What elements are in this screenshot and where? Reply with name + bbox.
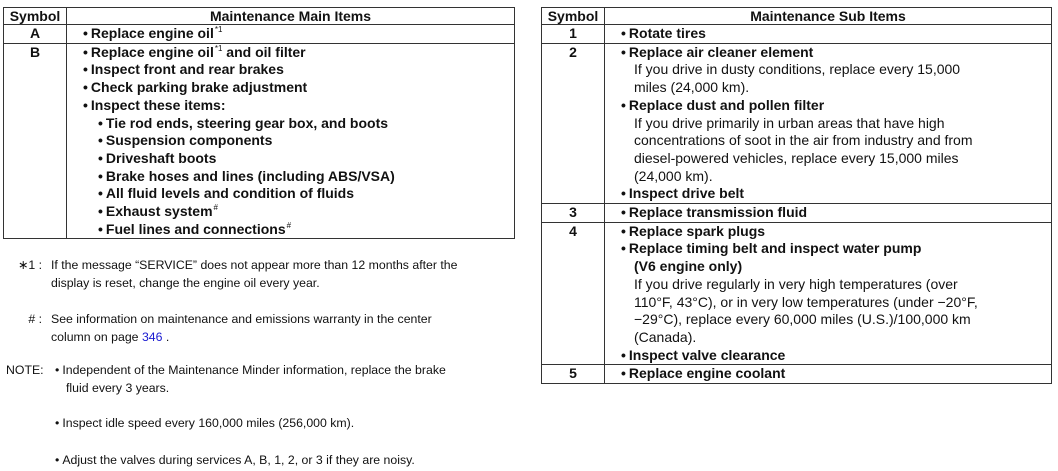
footnote-marker: # :: [28, 312, 42, 326]
item-text: and oil filter: [222, 43, 306, 60]
list-item: [83, 44, 514, 62]
item-text: Inspect drive belt: [628, 185, 745, 202]
page-link[interactable]: 346: [141, 329, 163, 344]
note-item: [55, 452, 415, 470]
list-item: [83, 150, 514, 168]
list-item: [621, 204, 1051, 222]
note-item: [55, 415, 354, 433]
list-item: [621, 185, 1051, 203]
list-item: [621, 258, 1051, 276]
item-text: If you drive in dusty conditions, replace every 15,000: [634, 61, 961, 78]
note-label: NOTE:: [6, 363, 44, 377]
item-text: All fluid levels and condition of fluids: [105, 185, 355, 202]
item-text: Replace spark plugs: [628, 222, 766, 239]
table-row: [542, 43, 1052, 203]
items-cell: [605, 365, 1052, 384]
list-item: [621, 240, 1051, 258]
item-text: If you drive regularly in very high temperatures (over: [634, 275, 958, 292]
list-item: [83, 168, 514, 186]
symbol-header: Symbol: [542, 8, 605, 25]
items-cell: [605, 204, 1052, 223]
item-text: Replace engine coolant: [628, 365, 786, 382]
item-text: Tie rod ends, steering gear box, and boots: [105, 114, 389, 131]
item-description: [621, 79, 1051, 97]
table-header-row: [4, 8, 515, 25]
list-item: [83, 221, 514, 239]
symbol-cell: 5: [542, 365, 605, 384]
footnote-text: .: [162, 329, 170, 344]
footnote-line: [51, 329, 432, 347]
list-item: [621, 25, 1051, 43]
note-line: fluid every 3 years.: [66, 380, 170, 395]
item-text: −29°C), replace every 60,000 miles (U.S.)/100,000 km: [634, 311, 971, 328]
item-text: (Canada).: [634, 328, 697, 345]
item-text: Check parking brake adjustment: [90, 79, 308, 96]
item-description: [621, 329, 1051, 347]
footnote-marker: ∗1 :: [18, 258, 42, 272]
footnote-hash: [0, 311, 432, 346]
item-description: [621, 115, 1051, 133]
item-text: Replace timing belt and inspect water pump: [628, 240, 922, 257]
note-line: • Independent of the Maintenance Minder information, replace the brake: [55, 362, 446, 380]
list-item: [83, 79, 514, 97]
items-cell: [67, 25, 515, 44]
symbol-cell: 2: [542, 43, 605, 203]
footnote-line: See information on maintenance and emissions warranty in the center: [51, 312, 432, 326]
item-text: concentrations of soot in the air from industry and from: [634, 132, 973, 149]
item-text: Inspect valve clearance: [628, 346, 786, 363]
items-cell: [605, 43, 1052, 203]
list-item: [621, 347, 1051, 365]
item-text: Inspect front and rear brakes: [90, 61, 284, 78]
items-cell: [67, 43, 515, 239]
item-text: Fuel lines and connections: [105, 220, 286, 237]
footnote-line: If the message “SERVICE” does not appear more than 12 months after the: [51, 258, 458, 272]
items-cell: [605, 222, 1052, 365]
item-text: (V6 engine only): [634, 258, 743, 275]
list-item: [83, 203, 514, 221]
footnote-ref: #: [213, 203, 218, 213]
items-header: Maintenance Sub Items: [605, 8, 1052, 25]
item-text: Rotate tires: [628, 25, 706, 41]
item-description: [621, 311, 1051, 329]
item-text: Replace engine oil: [90, 25, 214, 41]
note-line: • Adjust the valves during services A, B, 1, 2, or 3 if they are noisy.: [55, 452, 415, 470]
list-item: [83, 132, 514, 150]
footnote-ref: #: [286, 220, 292, 230]
item-text: miles (24,000 km).: [634, 79, 750, 96]
table-row: [542, 222, 1052, 365]
footnote-line: display is reset, change the engine oil every year.: [51, 275, 320, 290]
item-text: Replace transmission fluid: [628, 204, 808, 221]
item-text: diesel-powered vehicles, replace every 15,000 miles: [634, 149, 959, 166]
table-header-row: [542, 8, 1052, 25]
item-description: [621, 61, 1051, 79]
maintenance-sub-items-table: [541, 7, 1052, 384]
footnote-ref: *1: [214, 43, 223, 53]
list-item: [621, 223, 1051, 241]
footnote-text: column on page: [51, 329, 142, 344]
item-text: Replace engine oil: [90, 43, 214, 60]
item-description: [621, 150, 1051, 168]
item-text: Inspect these items:: [90, 96, 226, 113]
table-row: [4, 43, 515, 239]
maintenance-main-items-table: [3, 7, 515, 239]
list-item: [83, 185, 514, 203]
item-description: [621, 276, 1051, 294]
item-text: (24,000 km).: [634, 167, 713, 184]
item-text: Driveshaft boots: [105, 149, 217, 166]
item-text: Replace air cleaner element: [628, 43, 814, 60]
item-text: Exhaust system: [105, 203, 213, 220]
symbol-cell: 1: [542, 25, 605, 44]
list-item: [83, 115, 514, 133]
item-text: Brake hoses and lines (including ABS/VSA): [105, 167, 395, 184]
note-item: [55, 362, 446, 397]
footnote-star1: [0, 257, 457, 292]
list-item: [621, 44, 1051, 62]
symbol-cell: B: [4, 43, 67, 239]
note-line: • Inspect idle speed every 160,000 miles (256,000 km).: [55, 415, 354, 433]
symbol-cell: 4: [542, 222, 605, 365]
item-description: [621, 132, 1051, 150]
item-text: 110°F, 43°C), or in very low temperatures (under −20°F,: [634, 293, 978, 310]
item-text: Suspension components: [105, 132, 273, 149]
table-row: [542, 365, 1052, 384]
list-item: [83, 25, 514, 43]
symbol-cell: 3: [542, 204, 605, 223]
item-text: If you drive primarily in urban areas that have high: [634, 114, 945, 131]
list-item: [83, 61, 514, 79]
list-item: [621, 365, 1051, 383]
table-row: [4, 25, 515, 44]
list-item: [621, 97, 1051, 115]
item-text: Replace dust and pollen filter: [628, 96, 825, 113]
symbol-header: Symbol: [4, 8, 67, 25]
item-description: [621, 294, 1051, 312]
table-row: [542, 25, 1052, 44]
item-description: [621, 168, 1051, 186]
items-cell: [605, 25, 1052, 44]
symbol-cell: A: [4, 25, 67, 44]
footnote-ref: *1: [214, 25, 223, 34]
items-header: Maintenance Main Items: [67, 8, 515, 25]
table-row: [542, 204, 1052, 223]
list-item: [83, 97, 514, 115]
